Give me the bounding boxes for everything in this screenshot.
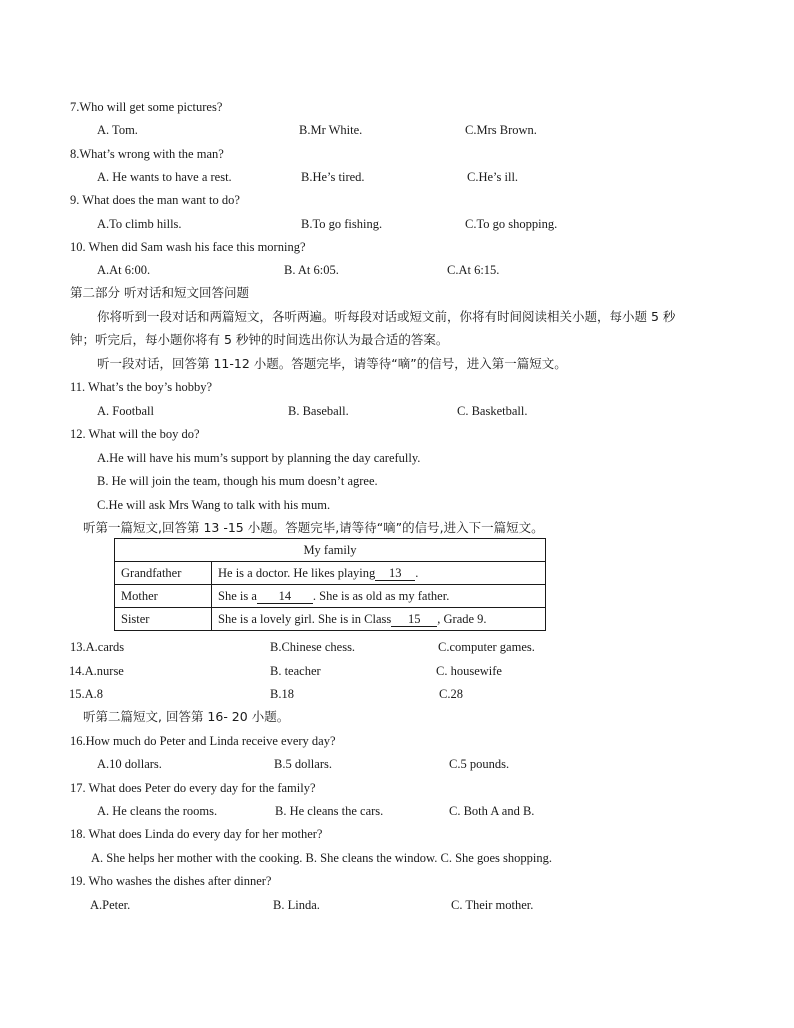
question-9-option-c: C.To go shopping. (465, 217, 558, 231)
question-17-option-a: A. He cleans the rooms. (97, 804, 218, 818)
question-10-stem: 10. When did Sam wash his face this morning? (70, 240, 306, 254)
question-14-option-b: B. teacher (270, 664, 321, 678)
question-12-stem: 12. What will the boy do? (70, 427, 200, 441)
question-8-option-c: C.He’s ill. (467, 170, 519, 184)
table-row (115, 562, 546, 585)
question-9-stem: 9. What does the man want to do? (70, 193, 240, 207)
question-16-stem: 16.How much do Peter and Linda receive every day? (70, 734, 336, 748)
table-cell-description (212, 585, 546, 608)
question-7-option-b: B.Mr White. (299, 123, 363, 137)
family-table (114, 538, 546, 631)
answer-blank-14: 14 (257, 589, 313, 604)
part-2-title: 第二部分 听对话和短文回答问题 (70, 285, 249, 300)
question-7-stem: 7.Who will get some pictures? (70, 100, 223, 114)
passage-2-instruction: 听第二篇短文, 回答第 16- 20 小题。 (83, 709, 290, 724)
question-19-option-a: A.Peter. (90, 898, 131, 912)
table-cell-description (212, 562, 546, 585)
description-text: He is a doctor. He likes playing (218, 565, 376, 580)
table-cell-member: Grandfather (115, 562, 212, 585)
question-14-option-a: 14.A.nurse (69, 664, 124, 678)
family-table-header-row (115, 539, 546, 562)
part-2-instruction-line-2: 钟；听完后，每小题你将有 5 秒钟的时间选出你认为最合适的答案。 (70, 332, 449, 347)
question-9-option-b: B.To go fishing. (301, 217, 383, 231)
question-16-option-c: C.5 pounds. (449, 757, 510, 771)
question-9-option-a: A.To climb hills. (97, 217, 182, 231)
question-10-option-b: B. At 6:05. (284, 263, 339, 277)
question-11-option-b: B. Baseball. (288, 404, 349, 418)
question-8-stem: 8.What’s wrong with the man? (70, 147, 224, 161)
question-11-stem: 11. What’s the boy’s hobby? (70, 380, 212, 394)
description-text: She is a (218, 588, 257, 603)
question-18-options: A. She helps her mother with the cooking. B. She cleans the window. C. She goes shopping. (91, 851, 552, 865)
table-row (115, 585, 546, 608)
question-19-stem: 19. Who washes the dishes after dinner? (70, 874, 272, 888)
family-table-title: My family (115, 539, 546, 562)
question-17-option-c: C. Both A and B. (449, 804, 535, 818)
question-16-option-a: A.10 dollars. (97, 757, 162, 771)
description-text-end: . (415, 565, 419, 580)
question-8-option-a: A. He wants to have a rest. (97, 170, 232, 184)
question-8-option-b: B.He’s tired. (301, 170, 365, 184)
question-10-option-c: C.At 6:15. (447, 263, 500, 277)
question-7-option-c: C.Mrs Brown. (465, 123, 537, 137)
question-13-option-a: 13.A.cards (70, 640, 125, 654)
question-16-option-b: B.5 dollars. (274, 757, 332, 771)
question-15-option-b: B.18 (270, 687, 294, 701)
question-17-stem: 17. What does Peter do every day for the family? (70, 781, 316, 795)
description-text-end: , Grade 9. (437, 611, 487, 626)
table-cell-member: Mother (115, 585, 212, 608)
passage-1-instruction: 听第一篇短文,回答第 13 -15 小题。答题完毕,请等待“嘀”的信号,进入下一篇短文。 (83, 520, 544, 535)
question-15-option-a: 15.A.8 (69, 687, 104, 701)
question-17-option-b: B. He cleans the cars. (275, 804, 384, 818)
question-13-option-c: C.computer games. (438, 640, 535, 654)
table-cell-description (212, 608, 546, 631)
question-15-option-c: C.28 (439, 687, 463, 701)
question-14-option-c: C. housewife (436, 664, 502, 678)
description-text-end: . She is as old as my father. (312, 588, 450, 603)
part-2-instruction-line-1: 你将听到一段对话和两篇短文，各听两遍。听每段对话或短文前，你将有时间阅读相关小题，每小题 5 秒 (97, 309, 676, 324)
question-12-option-c: C.He will ask Mrs Wang to talk with his mum. (97, 498, 331, 512)
answer-blank-15: 15 (391, 612, 437, 627)
question-12-option-a: A.He will have his mum’s support by planning the day carefully. (97, 451, 421, 465)
question-11-option-c: C. Basketball. (457, 404, 528, 418)
question-18-stem: 18. What does Linda do every day for her mother? (70, 827, 323, 841)
question-10-option-a: A.At 6:00. (97, 263, 151, 277)
dialog-instruction: 听一段对话，回答第 11-12 小题。答题完毕，请等待“嘀”的信号，进入第一篇短文。 (97, 356, 567, 371)
table-row (115, 608, 546, 631)
question-19-option-b: B. Linda. (273, 898, 320, 912)
question-7-option-a: A. Tom. (97, 123, 138, 137)
question-11-option-a: A. Football (97, 404, 154, 418)
question-12-option-b: B. He will join the team, though his mum doesn’t agree. (97, 474, 378, 488)
answer-blank-13: 13 (375, 566, 415, 581)
question-13-option-b: B.Chinese chess. (270, 640, 356, 654)
question-19-option-c: C. Their mother. (451, 898, 534, 912)
table-cell-member: Sister (115, 608, 212, 631)
description-text: She is a lovely girl. She is in Class (218, 611, 392, 626)
